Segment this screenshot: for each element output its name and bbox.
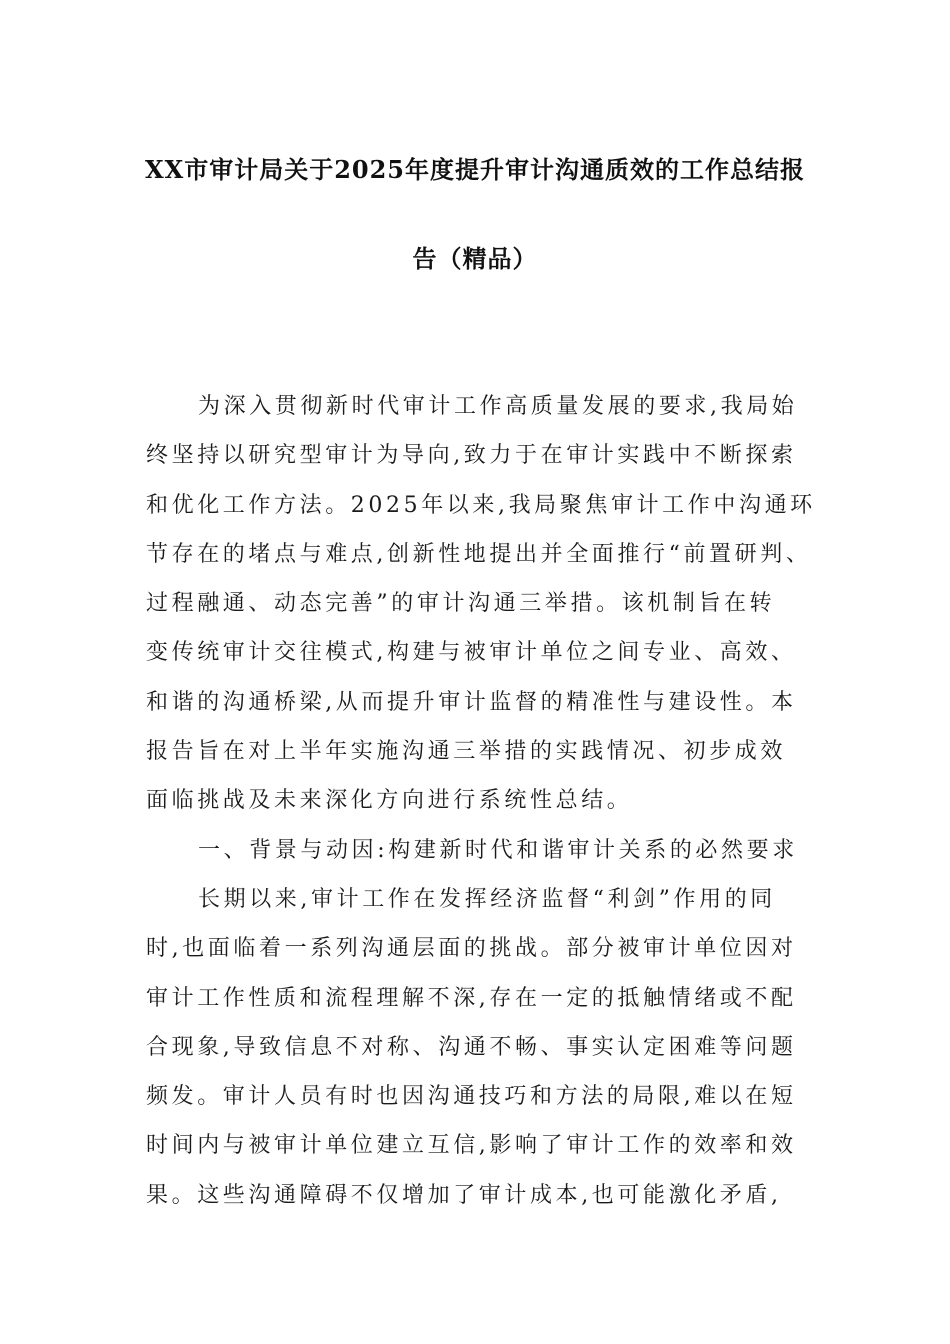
document-body [146,382,826,1220]
paragraph-line: 频发。审计人员有时也因沟通技巧和方法的局限,难以在短 [146,1084,797,1110]
paragraph-line: 长期以来,审计工作在发挥经济监督“利剑”作用的同 [198,886,776,912]
section-heading: 一、背景与动因:构建新时代和谐审计关系的必然要求 [198,837,798,863]
paragraph-line: 时间内与被审计单位建立互信,影响了审计工作的效率和效 [146,1133,797,1159]
paragraph-line: 为深入贯彻新时代审计工作高质量发展的要求,我局始 [198,394,798,419]
paragraph-line: 合现象,导致信息不对称、沟通不畅、事实认定困难等问题 [146,1034,797,1060]
paragraph-line: 变传统审计交往模式,构建与被审计单位之间专业、高效、 [146,640,797,666]
paragraph-line: 审计工作性质和流程理解不深,存在一定的抵触情绪或不配 [146,985,797,1011]
paragraph-line: 时,也面临着一系列沟通层面的挑战。部分被审计单位因对 [146,936,797,962]
paragraph-line: 报告旨在对上半年实施沟通三举措的实践情况、初步成效 [146,739,787,765]
document-title-line-1: XX市审计局关于2025年度提升审计沟通质效的工作总结报 [144,155,806,184]
document-title-line-2: 告（精品） [412,244,538,273]
paragraph-line: 面临挑战及未来深化方向进行系统性总结。 [146,788,633,814]
paragraph-line: 终坚持以研究型审计为导向,致力于在审计实践中不断探索 [146,443,797,469]
paragraph-line: 果。这些沟通障碍不仅增加了审计成本,也可能激化矛盾, [146,1182,782,1208]
paragraph-line: 和优化工作方法。2025年以来,我局聚焦审计工作中沟通环 [146,492,816,518]
paragraph-line: 节存在的堵点与难点,创新性地提出并全面推行“前置研判、 [146,541,812,567]
paragraph-line: 过程融通、动态完善”的审计沟通三举措。该机制旨在转 [146,591,776,617]
paragraph-line: 和谐的沟通桥梁,从而提升审计监督的精准性与建设性。本 [146,689,797,715]
